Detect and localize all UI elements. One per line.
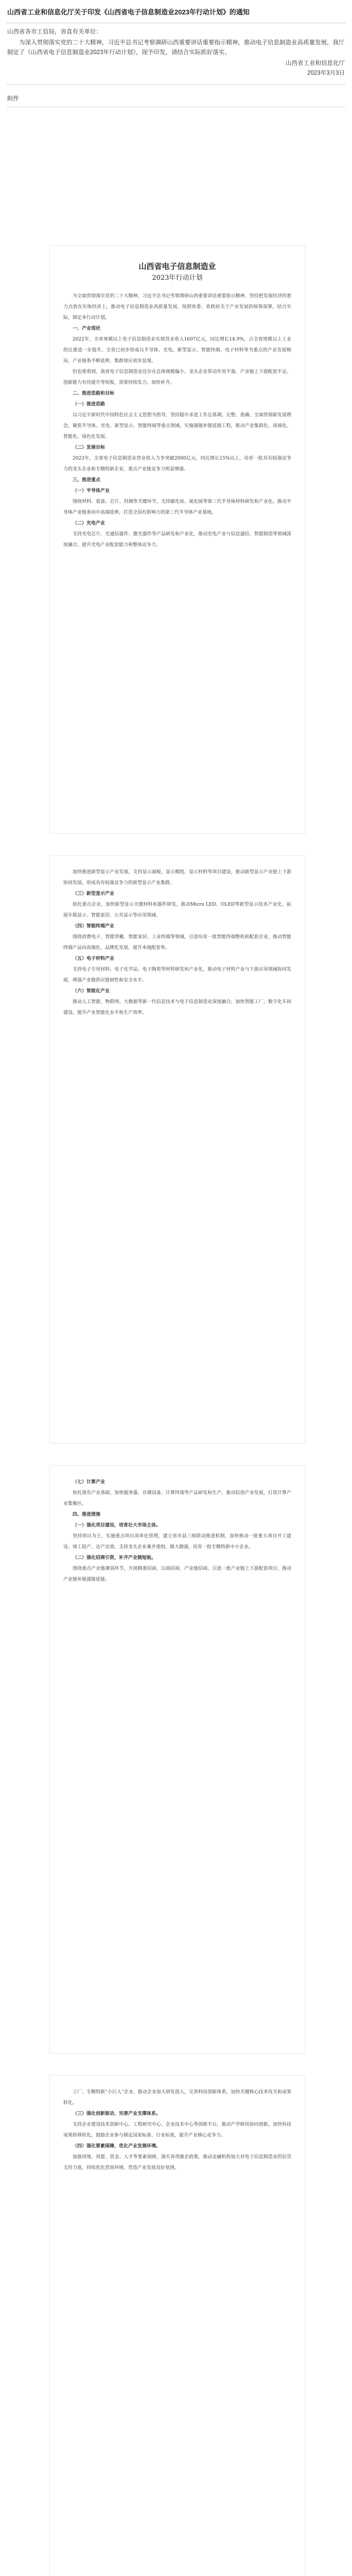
doc-page-4 [49, 2075, 305, 2576]
body-paragraph: 支持光电芯片、光通信器件、激光器件等产品研发和产业化，推动光电产业与信息通信、智能制造等领域深度融合，提升光电产业配套能力和整体竞争力。 [63, 532, 291, 548]
subsection-heading: （五）电子材料产业 [73, 956, 115, 961]
body-paragraph: 以习近平新时代中国特色社会主义思想为指导，坚持稳中求进工作总基调，完整、准确、全面贯彻新发展理念，聚焦半导体、光电、新型显示、智能终端等重点领域，实施强链补链延链工程，推动产业集群化、高端化、智能化、绿色化发展。 [63, 413, 291, 439]
doc-subtitle: 2023年行动计划 [152, 274, 203, 282]
notice-body [0, 27, 352, 78]
doc-page-3 [49, 1465, 305, 2054]
body-paragraph: 支持企业建设技术创新中心、工程研究中心、企业技术中心等创新平台，推动产学研用协同创新，加快科技成果转移转化。鼓励企业参与制定国家标准、行业标准，提升产业核心竞争力。 [63, 2122, 291, 2138]
section-heading: 一、产业现状 [73, 326, 101, 331]
subsection-heading: （三）新型显示产业 [73, 891, 115, 896]
body-paragraph: 工厂、专精特新“小巨人”企业，推动企业加大研发投入，完善科技创新体系，加快关键核心技术攻关和成果转化。 [63, 2090, 291, 2106]
body-paragraph: 为全面贯彻落实党的二十大精神，习近平总书记考察调研山西重要讲话重要指示精神，坚持把发展经济的着力点放在实体经济上，推动电子信息制造业高质量发展，按照省委、省政府关于产业发展的统筹部署，结合实际，制定本行动计划。 [63, 294, 291, 320]
article [0, 0, 352, 111]
subsection-heading: （一）强化项目建设，培育壮大市场主体。 [73, 1523, 161, 1528]
section-heading: 二、推进思路和目标 [73, 391, 115, 396]
section-heading: 四、推进措施 [73, 1512, 101, 1517]
article-header [0, 0, 352, 21]
subsection-heading: （二）光电产业 [73, 521, 105, 526]
subsection-heading: （二）强化招商引资，补齐产业链短板。 [73, 1555, 156, 1561]
body-paragraph: 依托重点企业，加快新型显示关键材料和器件研发，推动Micro LED、OLED等新型显示技术产业化，拓展车载显示、智能家居、公共显示等应用领域。 [63, 902, 291, 918]
body-paragraph: 加强用地、用能、资金、人才等要素保障，落实各项惠企政策，推动金融机构加大对电子信息制造业的信贷支持力度，持续优化营商环境，营造产业发展良好氛围。 [63, 2155, 291, 2171]
body-paragraph: 坚持项目为王，实施重点项目清单化管理，建立省市县三级联动推进机制，加快推动一批重大项目开工建设、竣工投产、达产达效。支持龙头企业兼并重组、做大做强，培育一批专精特新中小企业。 [63, 1534, 291, 1550]
subsection-heading: （一）推进思路 [73, 402, 105, 407]
doc-page-1 [49, 245, 305, 834]
article-title: 山西省工业和信息化厅关于印发《山西省电子信息制造业2023年行动计划》的通知 [7, 8, 250, 16]
notice-date: 2023年3月3日 [307, 70, 345, 76]
body-paragraph: 加快推进新型显示产业发展，支持显示面板、显示模组、显示材料等项目建设，推动新型显示产业链上下游协同发展，形成具有较强竞争力的新型显示产业集群。 [63, 870, 291, 886]
section-heading: 三、推进重点 [73, 478, 101, 483]
notice-salutation: 山西省各市工信局，省直有关单位： [7, 29, 102, 35]
body-paragraph: 2023年，全省电子信息制造业营业收入力争突破2000亿元，同比增长15%以上，培育一批具有较强竞争力的龙头企业和专精特新企业，重点产业链竞争力明显增强。 [63, 456, 291, 472]
body-paragraph: 支持电子专用材料、电子化学品、电子陶瓷等材料研发和产业化，推动电子材料产业与下游应用领域协同发展，增强产业链供应链韧性和安全水平。 [63, 967, 291, 983]
doc-page-2 [49, 855, 305, 1444]
body-paragraph: 依托现有产业基础，加快服务器、存储设备、计算终端等产品研发和生产，推动信创产业发展，打造计算产业集聚区。 [63, 1490, 291, 1506]
doc-title: 山西省电子信息制造业 [138, 262, 216, 271]
notice-sender: 山西省工业和信息化厅 [286, 60, 345, 66]
body-paragraph: 但也要看到，我省电子信息制造业还存在总体规模偏小、龙头企业带动作用不强、产业链上下游配套不足、创新能力有待提升等短板，需要持续发力、加快补齐。 [63, 369, 291, 385]
subsection-heading: （七）计算产业 [73, 1480, 105, 1485]
subsection-heading: （四）强化要素保障，优化产业发展环境。 [73, 2144, 161, 2149]
notice-paragraph: 为深入贯彻落实党的二十大精神，习近平总书记考察调研山西重要讲话重要指示精神，推动电子信息制造业高质量发展，我厅制定了《山西省电子信息制造业2023年行动计划》，现予印发，请结合实际抓好落实。 [7, 40, 345, 56]
subsection-heading: （一）半导体产业 [73, 488, 110, 494]
subsection-heading: （二）发展目标 [73, 445, 105, 450]
subsection-heading: （六）智能化产业 [73, 989, 110, 994]
attachment-label: 附件 [7, 96, 19, 102]
notice-divider [6, 84, 346, 85]
subsection-heading: （四）智能终端产业 [73, 924, 115, 929]
body-paragraph: 围绕材料、装备、芯片、封测等关键环节，支持碳化硅、氮化镓等第三代半导体材料研发和产业化，推动半导体产业链条向中高端延伸，打造全国有影响力的第三代半导体产业基地。 [63, 499, 291, 515]
subsection-heading: （三）强化创新驱动，完善产业支撑体系。 [73, 2111, 161, 2116]
body-paragraph: 围绕消费电子、智能穿戴、智能家居、工业终端等领域，引进培育一批智能终端整机和配套企业，推动智能终端产品向高端化、品牌化发展，提升本地配套率。 [63, 935, 291, 951]
body-paragraph: 2022年，全省规模以上电子信息制造业实现营业收入1697亿元，同比增长14.9%，占全省规模以上工业的比重进一步提升。全省已初步形成以半导体、光电、新型显示、智能终端、电子材料等为重点的产业发展格局，产业链条不断延伸，集群效应初步显现。 [63, 337, 291, 364]
body-paragraph: 围绕重点产业链薄弱环节，开展精准招商、以商招商、产业链招商，引进一批产业链上下游配套项目，推动产业链补链强链延链。 [63, 1566, 291, 1582]
body-paragraph: 推动人工智能、物联网、大数据等新一代信息技术与电子信息制造业深度融合，加快智能工厂、数字化车间建设，提升产业智能化水平和生产效率。 [63, 999, 291, 1015]
